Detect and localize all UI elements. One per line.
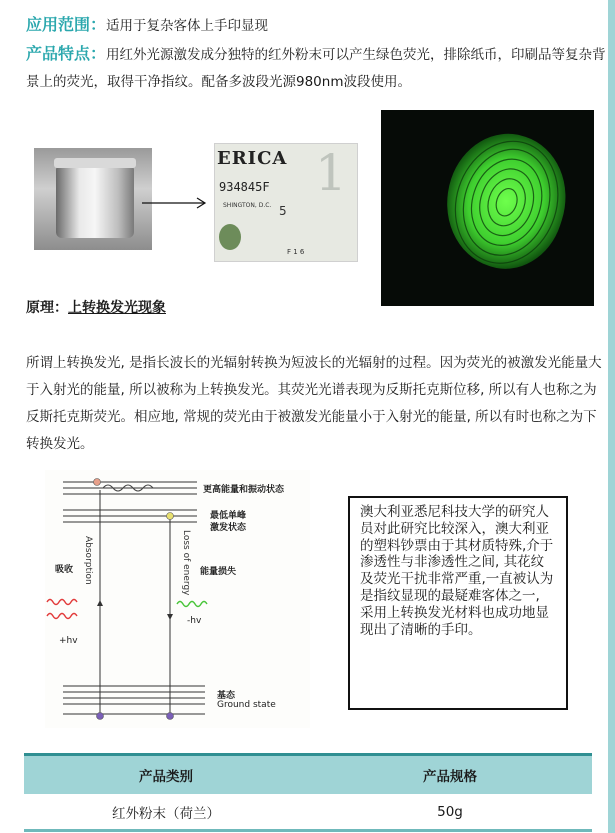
research-note-box [348, 496, 568, 710]
fluorescent-fingerprint-photo [381, 110, 594, 306]
application-line [26, 10, 606, 40]
jar-lid [54, 158, 136, 168]
table-row [24, 794, 592, 832]
diagram-ground-en: Ground state [217, 700, 276, 710]
diagram-excited-label-2: 激发状态 [210, 523, 247, 533]
application-text: 适用于复杂客体上手印显现 [106, 18, 269, 34]
table-header-spec: 产品规格 [423, 769, 477, 785]
bill-city: SHINGTON, D.C. [223, 202, 272, 209]
principle-label: 原理： [26, 300, 68, 316]
energy-diagram-lines [45, 470, 310, 728]
bill-word: ERICA [217, 148, 288, 169]
emit-wave-icon [177, 602, 207, 607]
jar-body [56, 164, 134, 238]
diagram-hv-in: +hv [59, 636, 78, 646]
features-label: 产品特点： [26, 44, 107, 63]
principle-paragraph: 所谓上转换发光, 是指长波长的光辐射转换为短波长的光辐射的过程。因为荧光的被激发光能量大于入射光的能量, 所以被称为上转换发光。其荧光光谱表现为反斯托克斯位移, 所以有人也称之为反斯托克斯荧光。相应地, 常规的荧光由于被激发光能量小于入射光的能量, 所以有时也称之为下转换发光。 [26, 355, 602, 452]
table-header-row [24, 753, 592, 794]
diagram-hv-out: -hv [187, 616, 202, 626]
right-arrow-icon [140, 195, 210, 211]
energy-level-diagram [45, 470, 310, 728]
diagram-loss-label: Loss of energy [181, 530, 191, 596]
diagram-excited-label-1: 最低单峰 [210, 511, 247, 521]
table-cell-spec: 50g [437, 803, 463, 820]
principle-title: 上转换发光现象 [68, 300, 166, 316]
research-note-text: 澳大利亚悉尼科技大学的研究人员对此研究比较深入，澳大利亚的塑料钞票由于其材质特殊,介于渗透性与非渗透性之间, 其花纹及荧光干扰非常严重,一直被认为是指纹显现的最疑难客体之一, 采用上转换发光材料也成功地显现出了清晰的手印。 [360, 504, 554, 638]
dollar-bill-photo [214, 143, 358, 262]
diagram-absorption-label: Absorption [83, 536, 93, 585]
diagram-energy-loss-cn: 能量损失 [200, 567, 237, 577]
fingerprint-ridges [429, 119, 583, 283]
bill-numeral: 1 [315, 144, 347, 202]
table-header-category: 产品类别 [139, 769, 193, 785]
right-edge-strip [608, 0, 615, 833]
bill-code: F 1 6 [287, 248, 305, 256]
product-table [24, 753, 592, 832]
diagram-absorb-cn: 吸收 [55, 565, 74, 575]
bill-five: 5 [279, 204, 287, 218]
diagram-top-level-label: 更高能量和振动状态 [203, 485, 285, 495]
features-line [26, 40, 606, 96]
bill-serial: 934845F [219, 180, 270, 194]
intro-section [26, 10, 606, 96]
table-cell-category: 红外粉末（荷兰） [112, 805, 220, 822]
application-label: 应用范围： [26, 15, 107, 34]
absorb-wave-icon [47, 600, 77, 619]
features-text: 用红外光源激发成分独特的红外粉末可以产生绿色荧光，排除纸币，印刷品等复杂背景上的荧光，取得干净指纹。配备多波段光源980nm波段使用。 [26, 47, 606, 90]
powder-jar-photo [34, 148, 152, 250]
diagram-ground-cn: 基态 [217, 691, 236, 701]
bill-seal [219, 224, 241, 250]
principle-heading [26, 297, 166, 317]
